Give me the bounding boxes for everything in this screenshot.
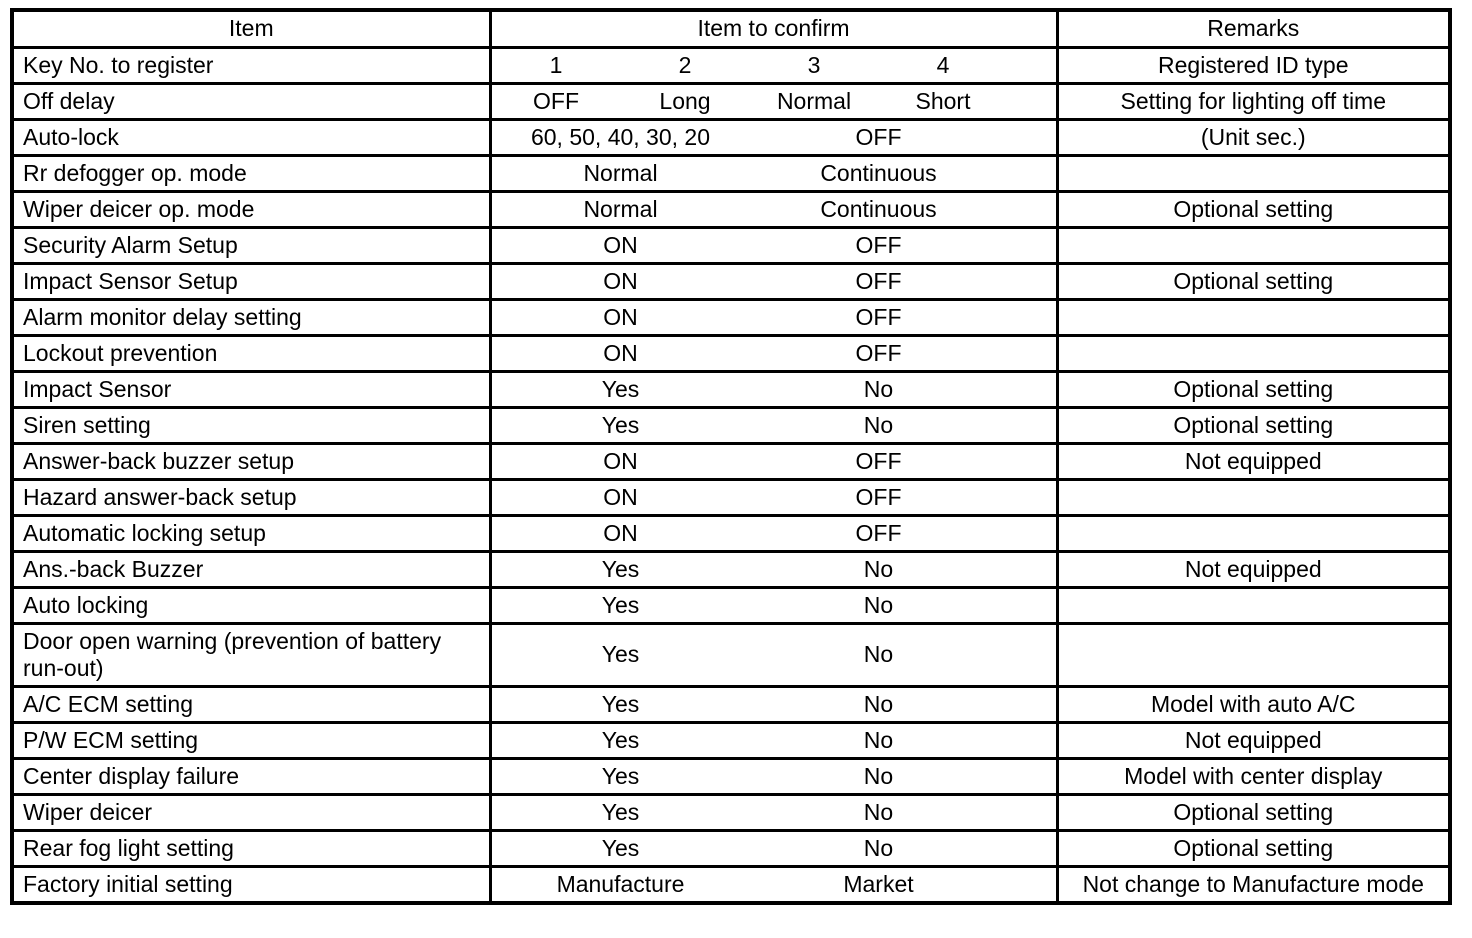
confirm-value-group [492, 727, 1056, 754]
item-cell: Door open warning (prevention of battery run-out) [12, 623, 490, 686]
item-cell: Security Alarm Setup [12, 227, 490, 263]
item-cell: Auto-lock [12, 119, 490, 155]
confirm-value-group [492, 448, 1056, 475]
confirm-value: ON [603, 231, 638, 258]
table-row [12, 551, 1450, 587]
remarks-cell: Registered ID type [1057, 47, 1450, 83]
confirm-cell [490, 758, 1057, 794]
confirm-cell [490, 794, 1057, 830]
item-cell: Off delay [12, 83, 490, 119]
item-cell: Key No. to register [12, 47, 490, 83]
item-cell: P/W ECM setting [12, 722, 490, 758]
remarks-cell [1057, 335, 1450, 371]
table-row [12, 119, 1450, 155]
confirm-value-group [492, 592, 1056, 619]
confirm-value: OFF [855, 447, 902, 474]
confirm-value-group [492, 88, 1056, 115]
confirm-value: Manufacture [556, 870, 685, 897]
table-row [12, 191, 1450, 227]
remarks-cell [1057, 479, 1450, 515]
item-cell: Impact Sensor Setup [12, 263, 490, 299]
confirm-value: Yes [601, 591, 640, 618]
table-row [12, 758, 1450, 794]
remarks-cell [1057, 587, 1450, 623]
table-row [12, 686, 1450, 722]
confirm-value: Continuous [820, 195, 937, 222]
item-cell: Ans.-back Buzzer [12, 551, 490, 587]
remarks-cell: (Unit sec.) [1057, 119, 1450, 155]
column-header-remarks: Remarks [1057, 10, 1450, 47]
confirm-value: OFF [855, 231, 902, 258]
confirm-value: Yes [601, 411, 640, 438]
confirm-value-group [492, 52, 1056, 79]
confirm-value-group [492, 799, 1056, 826]
item-cell: Wiper deicer [12, 794, 490, 830]
remarks-cell: Optional setting [1057, 263, 1450, 299]
confirm-value: Market [843, 870, 914, 897]
confirm-value-group [492, 484, 1056, 511]
remarks-cell [1057, 155, 1450, 191]
confirm-value: No [863, 591, 894, 618]
confirm-value: 60, 50, 40, 30, 20 [530, 123, 711, 150]
confirm-value: ON [603, 339, 638, 366]
confirm-value: No [863, 641, 894, 667]
table-row [12, 155, 1450, 191]
confirm-cell [490, 299, 1057, 335]
confirm-cell [490, 371, 1057, 407]
table-row [12, 371, 1450, 407]
confirm-value-group [492, 304, 1056, 331]
confirm-cell [490, 686, 1057, 722]
remarks-cell: Optional setting [1057, 371, 1450, 407]
confirm-value: 4 [936, 51, 950, 78]
item-cell: Answer-back buzzer setup [12, 443, 490, 479]
remarks-cell [1057, 623, 1450, 686]
confirm-value: ON [603, 267, 638, 294]
confirm-value: Normal [583, 159, 658, 186]
confirm-value: Normal [776, 87, 852, 114]
confirm-value: Yes [601, 726, 640, 753]
confirm-value-group [492, 641, 1056, 668]
table-row [12, 479, 1450, 515]
confirm-cell [490, 47, 1057, 83]
table-row [12, 407, 1450, 443]
confirm-value-group [492, 691, 1056, 718]
confirm-value-group [492, 160, 1056, 187]
item-cell: Impact Sensor [12, 371, 490, 407]
table-row [12, 299, 1450, 335]
column-header-item-to-confirm: Item to confirm [490, 10, 1057, 47]
confirm-value-group [492, 376, 1056, 403]
table-row [12, 263, 1450, 299]
confirm-cell [490, 191, 1057, 227]
remarks-cell: Not equipped [1057, 443, 1450, 479]
remarks-cell: Setting for lighting off time [1057, 83, 1450, 119]
confirm-value-group [492, 520, 1056, 547]
confirm-value: Yes [601, 375, 640, 402]
confirm-value: Long [659, 87, 711, 114]
confirm-value-group [492, 835, 1056, 862]
confirm-value: 2 [678, 51, 692, 78]
remarks-cell [1057, 299, 1450, 335]
header-row [12, 10, 1450, 47]
remarks-cell [1057, 227, 1450, 263]
confirm-value: 3 [807, 51, 821, 78]
confirm-value: Yes [601, 834, 640, 861]
confirm-cell [490, 830, 1057, 866]
table-row [12, 866, 1450, 903]
confirm-value: ON [603, 303, 638, 330]
confirm-cell [490, 866, 1057, 903]
remarks-cell: Model with auto A/C [1057, 686, 1450, 722]
confirm-value: Yes [601, 798, 640, 825]
confirm-value-group [492, 268, 1056, 295]
remarks-cell: Not change to Manufacture mode [1057, 866, 1450, 903]
confirm-value: No [863, 834, 894, 861]
confirm-value-group [492, 412, 1056, 439]
confirm-value: OFF [855, 483, 902, 510]
confirm-value: No [863, 375, 894, 402]
table-row [12, 587, 1450, 623]
confirm-cell [490, 443, 1057, 479]
confirm-value: Normal [583, 195, 658, 222]
table-row [12, 794, 1450, 830]
item-cell: Auto locking [12, 587, 490, 623]
confirm-value: 1 [549, 51, 563, 78]
confirm-value: No [863, 726, 894, 753]
remarks-cell: Not equipped [1057, 722, 1450, 758]
confirm-value-group [492, 232, 1056, 259]
confirm-value: Yes [601, 690, 640, 717]
table-row [12, 722, 1450, 758]
confirm-cell [490, 722, 1057, 758]
table-row [12, 623, 1450, 686]
table-row [12, 443, 1450, 479]
confirm-value-group [492, 340, 1056, 367]
confirm-value-group [492, 556, 1056, 583]
item-cell: Alarm monitor delay setting [12, 299, 490, 335]
confirm-value: No [863, 798, 894, 825]
item-cell: Rear fog light setting [12, 830, 490, 866]
item-cell: Center display failure [12, 758, 490, 794]
confirm-value: ON [603, 519, 638, 546]
confirm-value: Short [915, 87, 971, 114]
table-row [12, 83, 1450, 119]
confirm-cell [490, 83, 1057, 119]
item-cell: Rr defogger op. mode [12, 155, 490, 191]
column-header-item: Item [12, 10, 490, 47]
remarks-cell: Not equipped [1057, 551, 1450, 587]
confirm-cell [490, 623, 1057, 686]
confirm-cell [490, 515, 1057, 551]
confirm-value: OFF [855, 123, 902, 150]
confirm-value: OFF [855, 303, 902, 330]
key-registration-settings-table [10, 8, 1452, 905]
confirm-value: No [863, 690, 894, 717]
item-cell: Lockout prevention [12, 335, 490, 371]
item-cell: Factory initial setting [12, 866, 490, 903]
confirm-value: No [863, 411, 894, 438]
confirm-cell [490, 407, 1057, 443]
confirm-value-group [492, 196, 1056, 223]
remarks-cell: Model with center display [1057, 758, 1450, 794]
item-cell: Automatic locking setup [12, 515, 490, 551]
settings-table-body [12, 47, 1450, 903]
item-cell: A/C ECM setting [12, 686, 490, 722]
confirm-value: Yes [601, 641, 640, 667]
confirm-value-group [492, 871, 1056, 898]
confirm-cell [490, 479, 1057, 515]
item-cell: Siren setting [12, 407, 490, 443]
confirm-value: OFF [533, 87, 579, 114]
confirm-cell [490, 227, 1057, 263]
table-row [12, 227, 1450, 263]
confirm-value: No [863, 762, 894, 789]
item-cell: Hazard answer-back setup [12, 479, 490, 515]
confirm-value: OFF [855, 519, 902, 546]
item-cell: Wiper deicer op. mode [12, 191, 490, 227]
confirm-value: No [863, 555, 894, 582]
confirm-value-group [492, 124, 1056, 151]
confirm-cell [490, 335, 1057, 371]
confirm-value-group [492, 763, 1056, 790]
table-row [12, 515, 1450, 551]
table-row [12, 830, 1450, 866]
confirm-value: Continuous [820, 159, 937, 186]
remarks-cell [1057, 515, 1450, 551]
table-row [12, 335, 1450, 371]
confirm-value: OFF [855, 339, 902, 366]
confirm-value: OFF [855, 267, 902, 294]
confirm-value: Yes [601, 555, 640, 582]
table-row [12, 47, 1450, 83]
confirm-cell [490, 119, 1057, 155]
confirm-value: Yes [601, 762, 640, 789]
confirm-cell [490, 551, 1057, 587]
remarks-cell: Optional setting [1057, 830, 1450, 866]
confirm-value: ON [603, 483, 638, 510]
table-header [12, 10, 1450, 47]
confirm-cell [490, 263, 1057, 299]
remarks-cell: Optional setting [1057, 191, 1450, 227]
confirm-cell [490, 587, 1057, 623]
remarks-cell: Optional setting [1057, 407, 1450, 443]
confirm-value: ON [603, 447, 638, 474]
remarks-cell: Optional setting [1057, 794, 1450, 830]
confirm-cell [490, 155, 1057, 191]
